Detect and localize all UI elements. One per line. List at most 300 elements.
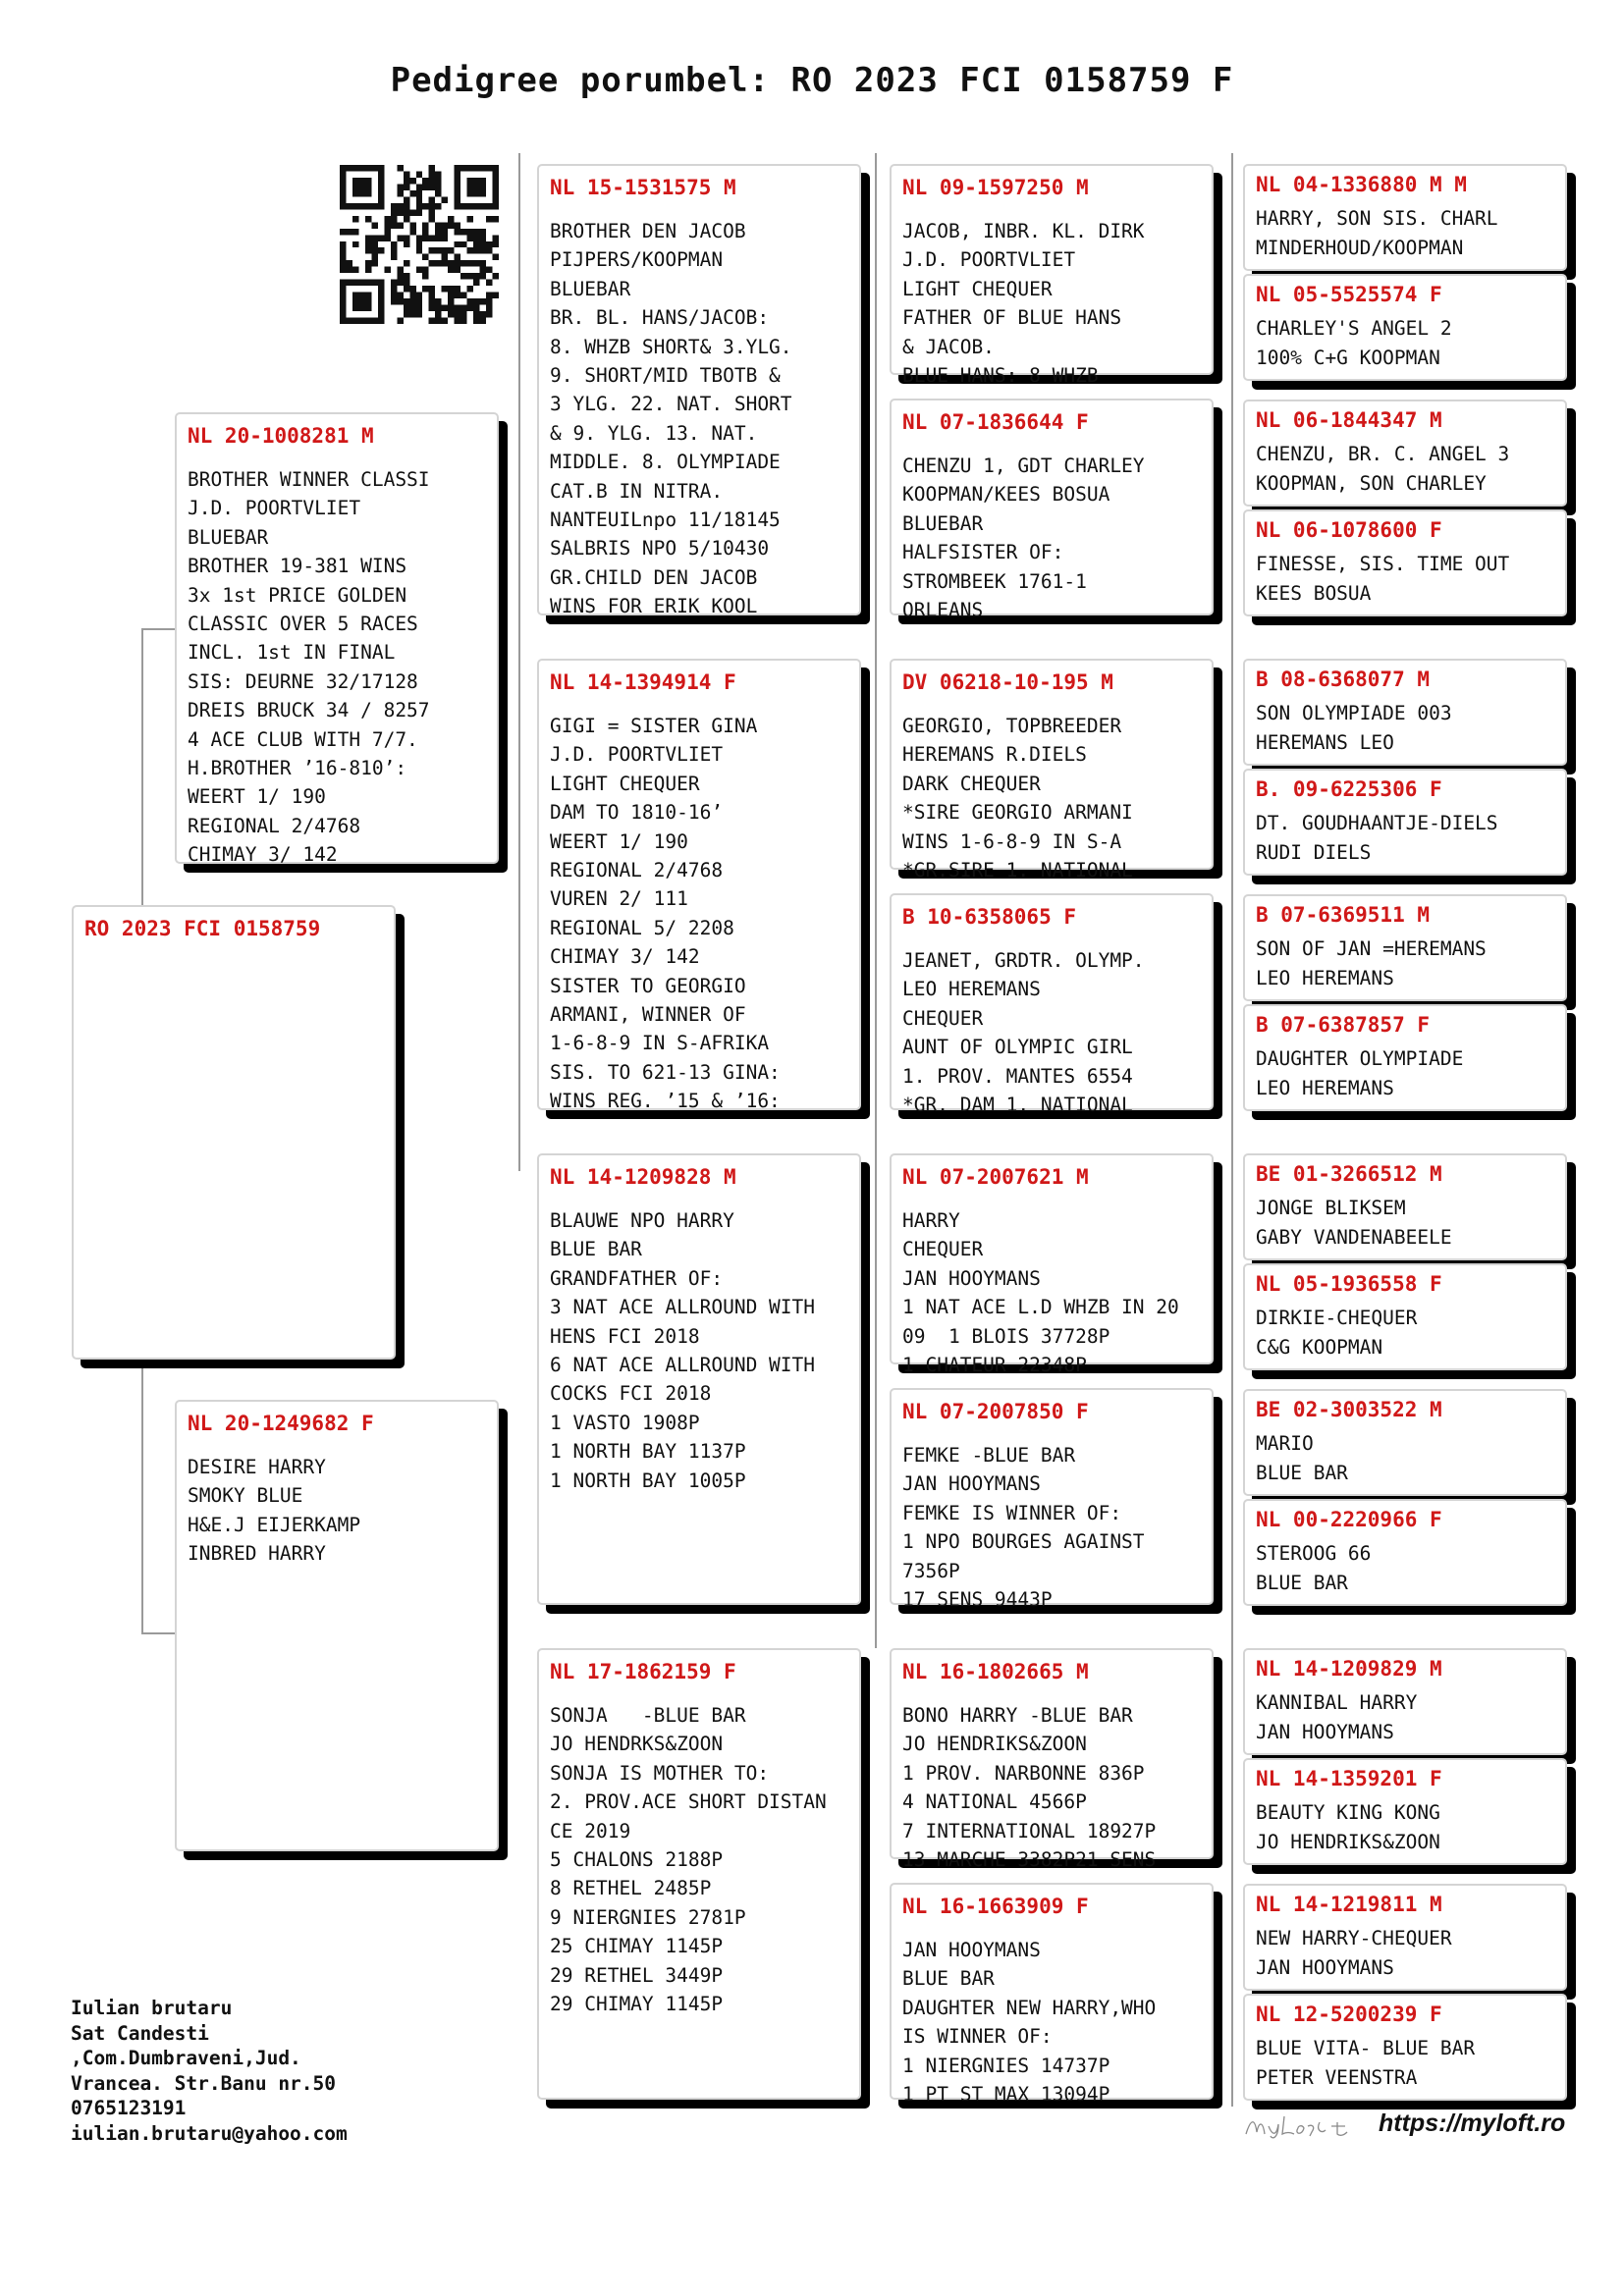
pigeon-details: BROTHER DEN JACOB PIJPERS/KOOPMAN BLUEBAR BR. BL. HANS/JACOB: 8. WHZB SHORT& 3.YLG. 9. SHORT/MID TBOTB & 3 YLG. 22. NAT. SHORT & 9. YLG. 13. NAT. MIDDLE. 8. OLYMPIADE CAT.B IN NITRA. NANTEUILnpo 11/18145 SALBRIS NPO 5/10430 GR.CHILD DEN JACOB WINS FOR ERIK KOOL xyxy=(550,220,792,618)
pigeon-details: BEAUTY KING KONG JO HENDRIKS&ZOON xyxy=(1256,1801,1440,1853)
qr-module xyxy=(422,273,428,279)
qr-module xyxy=(384,267,390,273)
owner-phone: 0765123191 xyxy=(71,2097,187,2119)
pigeon-details: DIRKIE-CHEQUER C&G KOOPMAN xyxy=(1256,1307,1418,1359)
great-great-grandparent-card[interactable] xyxy=(1243,274,1567,381)
great-grandparent-card[interactable] xyxy=(890,1388,1214,1612)
qr-module xyxy=(404,280,409,286)
qr-module xyxy=(448,311,454,317)
qr-module xyxy=(409,311,415,317)
qr-module xyxy=(455,267,460,273)
pigeon-details: MARIO BLUE BAR xyxy=(1256,1432,1348,1484)
great-great-grandparent-card[interactable] xyxy=(1243,1758,1567,1865)
great-grandparent-card[interactable] xyxy=(890,1153,1214,1377)
qr-module xyxy=(404,216,409,222)
qr-module xyxy=(442,254,448,260)
qr-module xyxy=(371,222,377,228)
qr-module xyxy=(340,229,346,235)
qr-module xyxy=(416,196,422,202)
qr-module xyxy=(404,235,409,240)
qr-module xyxy=(473,241,479,247)
ring-number: DV 06218-10-195 M xyxy=(902,670,1113,694)
qr-module xyxy=(493,254,499,260)
qr-module xyxy=(404,286,409,292)
grandparent-card[interactable] xyxy=(537,164,861,618)
qr-module xyxy=(340,254,346,260)
qr-module xyxy=(416,235,422,240)
qr-module xyxy=(460,305,466,311)
pigeon-details: BROTHER WINNER CLASSI J.D. POORTVLIET BLUEBAR BROTHER 19-381 WINS 3x 1st PRICE GOLDEN CLASSIC OVER 5 RACES INCL. 1st IN FINAL SIS: DEURNE 32/17128 DREIS BRUCK 34 / 8257 4 ACE CLUB WITH 7/7. H.BROTHER ’16-810’: WEERT 1/ 190 REGIONAL 2/4768 CHIMAY 3/ 142 xyxy=(188,468,430,867)
qr-module xyxy=(435,311,441,317)
qr-module xyxy=(480,241,486,247)
qr-module xyxy=(340,260,346,266)
owner-address: ,Com.Dumbraveni,Jud. xyxy=(71,2047,301,2069)
qr-module xyxy=(371,247,377,253)
qr-module xyxy=(455,305,460,311)
qr-module xyxy=(371,260,377,266)
qr-module xyxy=(404,178,409,184)
qr-module xyxy=(429,286,435,292)
qr-module xyxy=(397,222,403,228)
qr-module xyxy=(416,293,422,298)
owner-name: Iulian brutaru xyxy=(71,1997,233,2019)
qr-module xyxy=(435,247,441,253)
qr-module xyxy=(416,241,422,247)
great-grandparent-card[interactable] xyxy=(890,399,1214,622)
ring-number: NL 09-1597250 M xyxy=(902,176,1089,199)
qr-module xyxy=(448,260,454,266)
qr-module xyxy=(404,260,409,266)
qr-module xyxy=(467,260,473,266)
qr-module xyxy=(404,203,409,209)
ring-number: NL 05-5525574 F xyxy=(1256,283,1442,306)
great-great-grandparent-card[interactable] xyxy=(1243,894,1567,1001)
qr-module xyxy=(365,241,371,247)
qr-module xyxy=(416,298,422,304)
pigeon-details: DESIRE HARRY SMOKY BLUE H&E.J EIJERKAMP INBRED HARRY xyxy=(188,1456,361,1566)
qr-module xyxy=(455,229,460,235)
qr-module xyxy=(480,235,486,240)
qr-module xyxy=(480,247,486,253)
qr-module xyxy=(493,235,499,240)
great-great-grandparent-card[interactable] xyxy=(1243,659,1567,766)
qr-module xyxy=(486,247,492,253)
pigeon-details: SONJA -BLUE BAR JO HENDRKS&ZOON SONJA IS MOTHER TO: 2. PROV.ACE SHORT DISTAN CE 2019 5 CHALONS 2188P 8 RETHEL 2485P 9 NIERGNIES 2781P 25 CHIMAY 1145P 29 RETHEL 3449P 29 CHIMAY 1145P xyxy=(550,1704,827,2016)
qr-module xyxy=(442,305,448,311)
qr-module xyxy=(455,293,460,298)
qr-module xyxy=(486,305,492,311)
qr-module xyxy=(448,247,454,253)
qr-module xyxy=(391,216,397,222)
qr-module xyxy=(493,216,499,222)
qr-module xyxy=(455,318,460,324)
qr-module xyxy=(422,222,428,228)
ring-number: NL 20-1008281 M xyxy=(188,424,374,448)
qr-module xyxy=(480,311,486,317)
qr-module xyxy=(371,235,377,240)
great-great-grandparent-card[interactable] xyxy=(1243,1499,1567,1606)
qr-module xyxy=(460,311,466,317)
qr-module xyxy=(365,267,371,273)
qr-module xyxy=(416,203,422,209)
qr-module xyxy=(429,196,435,202)
qr-module xyxy=(404,298,409,304)
qr-module xyxy=(467,235,473,240)
subject-card[interactable] xyxy=(72,905,396,1360)
qr-module xyxy=(473,247,479,253)
great-great-grandparent-card[interactable] xyxy=(1243,1263,1567,1370)
qr-module xyxy=(397,203,403,209)
great-great-grandparent-card[interactable] xyxy=(1243,164,1567,271)
qr-module xyxy=(422,267,428,273)
qr-module xyxy=(416,247,422,253)
qr-module xyxy=(429,298,435,304)
qr-module xyxy=(486,311,492,317)
qr-module xyxy=(416,311,422,317)
ring-number: NL 15-1531575 M xyxy=(550,176,736,199)
great-grandparent-card[interactable] xyxy=(890,1883,1214,2107)
qr-module xyxy=(429,260,435,266)
qr-module xyxy=(455,286,460,292)
qr-module xyxy=(486,298,492,304)
qr-module xyxy=(480,273,486,279)
qr-module xyxy=(435,260,441,266)
qr-module xyxy=(486,216,492,222)
qr-module xyxy=(435,222,441,228)
ring-number: RO 2023 FCI 0158759 xyxy=(84,917,321,940)
qr-module xyxy=(422,184,428,189)
pigeon-details: SON OF JAN =HEREMANS LEO HEREMANS xyxy=(1256,937,1487,989)
qr-module xyxy=(340,241,346,247)
ring-number: B 10-6358065 F xyxy=(902,905,1077,929)
qr-module xyxy=(442,286,448,292)
qr-module xyxy=(409,229,415,235)
qr-module xyxy=(391,254,397,260)
qr-module xyxy=(448,216,454,222)
qr-module xyxy=(404,171,409,177)
qr-module xyxy=(435,305,441,311)
qr-module xyxy=(473,260,479,266)
grandparent-card[interactable] xyxy=(537,1648,861,2100)
qr-module xyxy=(384,216,390,222)
connector-line xyxy=(1231,153,1233,2107)
pigeon-details: CHENZU 1, GDT CHARLEY KOOPMAN/KEES BOSUA BLUEBAR HALFSISTER OF: STROMBEEK 1761-1 ORLEANS xyxy=(902,454,1145,622)
qr-module xyxy=(391,293,397,298)
pigeon-details: JONGE BLIKSEM GABY VANDENABEELE xyxy=(1256,1197,1452,1249)
qr-module xyxy=(340,267,346,273)
great-great-grandparent-card[interactable] xyxy=(1243,400,1567,507)
qr-module xyxy=(378,247,384,253)
great-great-grandparent-card[interactable] xyxy=(1243,1389,1567,1496)
qr-module xyxy=(460,293,466,298)
qr-module xyxy=(460,318,466,324)
great-great-grandparent-card[interactable] xyxy=(1243,509,1567,616)
qr-module xyxy=(422,178,428,184)
qr-module xyxy=(371,254,377,260)
ring-number: NL 06-1844347 M xyxy=(1256,408,1442,432)
qr-module xyxy=(486,267,492,273)
ring-number: NL 07-1836644 F xyxy=(902,410,1089,434)
qr-module xyxy=(397,165,403,171)
qr-module xyxy=(391,222,397,228)
grandparent-card[interactable] xyxy=(537,659,861,1113)
qr-module xyxy=(435,171,441,177)
qr-module xyxy=(455,254,460,260)
ring-number: NL 16-1663909 F xyxy=(902,1895,1089,1918)
qr-module xyxy=(422,235,428,240)
qr-module xyxy=(442,196,448,202)
qr-module xyxy=(467,298,473,304)
ring-number: NL 06-1078600 F xyxy=(1256,518,1442,542)
qr-module xyxy=(448,286,454,292)
connector-line xyxy=(141,628,175,630)
qr-module xyxy=(397,293,403,298)
qr-module xyxy=(467,286,473,292)
qr-module xyxy=(416,209,422,215)
qr-module xyxy=(467,305,473,311)
qr-module xyxy=(448,298,454,304)
qr-module xyxy=(480,229,486,235)
qr-module xyxy=(365,260,371,266)
signature-logo xyxy=(1243,2112,1353,2142)
qr-module xyxy=(409,178,415,184)
qr-module xyxy=(391,298,397,304)
sire-card[interactable] xyxy=(175,412,499,867)
qr-module xyxy=(352,267,358,273)
qr-module xyxy=(404,311,409,317)
qr-module xyxy=(416,305,422,311)
qr-module xyxy=(429,293,435,298)
qr-module xyxy=(365,235,371,240)
qr-module xyxy=(346,260,352,266)
qr-module xyxy=(473,298,479,304)
qr-module xyxy=(352,241,358,247)
pigeon-details: BONO HARRY -BLUE BAR JO HENDRIKS&ZOON 1 PROV. NARBONNE 836P 4 NATIONAL 4566P 7 INTERNATIONAL 18927P 13 MARCHE 3382P21 SENS xyxy=(902,1704,1157,1872)
qr-module xyxy=(404,196,409,202)
qr-module xyxy=(397,190,403,196)
qr-module xyxy=(442,318,448,324)
qr-module xyxy=(397,273,403,279)
qr-module xyxy=(391,247,397,253)
qr-module xyxy=(442,260,448,266)
ring-number: NL 04-1336880 M M xyxy=(1256,173,1467,196)
pigeon-details: SON OLYMPIADE 003 HEREMANS LEO xyxy=(1256,702,1452,754)
owner-info xyxy=(71,1996,348,2146)
ring-number: NL 12-5200239 F xyxy=(1256,2002,1442,2026)
qr-module xyxy=(486,241,492,247)
great-great-grandparent-card[interactable] xyxy=(1243,769,1567,876)
qr-module xyxy=(448,293,454,298)
qr-module xyxy=(422,286,428,292)
qr-module xyxy=(397,280,403,286)
ring-number: NL 14-1359201 F xyxy=(1256,1767,1442,1790)
great-great-grandparent-card[interactable] xyxy=(1243,1884,1567,1991)
pigeon-details: HARRY, SON SIS. CHARL MINDERHOUD/KOOPMAN xyxy=(1256,207,1498,259)
qr-module xyxy=(397,184,403,189)
owner-email[interactable]: iulian.brutaru@yahoo.com xyxy=(71,2121,348,2145)
great-grandparent-card[interactable] xyxy=(890,1648,1214,1872)
qr-module xyxy=(442,235,448,240)
qr-module xyxy=(409,222,415,228)
qr-module xyxy=(429,318,435,324)
qr-module xyxy=(486,293,492,298)
qr-module xyxy=(429,165,435,171)
pigeon-details: JACOB, INBR. KL. DIRK J.D. POORTVLIET LIGHT CHEQUER FATHER OF BLUE HANS & JACOB. BLUE HANS: 8 WHZB xyxy=(902,220,1145,388)
qr-module xyxy=(416,184,422,189)
qr-module xyxy=(467,247,473,253)
great-great-grandparent-card[interactable] xyxy=(1243,1153,1567,1260)
pigeon-details: CHARLEY'S ANGEL 2 100% C+G KOOPMAN xyxy=(1256,317,1452,369)
qr-module xyxy=(365,216,371,222)
qr-module xyxy=(442,247,448,253)
pigeon-details: FINESSE, SIS. TIME OUT KEES BOSUA xyxy=(1256,553,1510,605)
pigeon-details: GIGI = SISTER GINA J.D. POORTVLIET LIGHT CHEQUER DAM TO 1810-16’ WEERT 1/ 190 REGIONAL 2/4768 VUREN 2/ 111 REGIONAL 5/ 2208 CHIMAY 3/ 142 SISTER TO GEORGIO ARMANI, WINNER OF 1-6-8-9 IN S-AFRIKA SIS. TO 621-13 GINA: WINS REG. ’15 & ’16: xyxy=(550,715,781,1113)
ring-number: B 08-6368077 M xyxy=(1256,667,1431,691)
pigeon-details xyxy=(74,940,394,958)
qr-module xyxy=(442,222,448,228)
great-great-grandparent-card[interactable] xyxy=(1243,1994,1567,2101)
qr-module xyxy=(435,178,441,184)
ring-number: NL 14-1209828 M xyxy=(550,1165,736,1189)
dam-card[interactable] xyxy=(175,1400,499,1851)
qr-module xyxy=(429,178,435,184)
ring-number: NL 16-1802665 M xyxy=(902,1660,1089,1683)
pigeon-details: JAN HOOYMANS BLUE BAR DAUGHTER NEW HARRY,WHO IS WINNER OF: 1 NIERGNIES 14737P 1 PT ST MAX 13094P xyxy=(902,1939,1157,2107)
qr-module xyxy=(365,247,371,253)
qr-module xyxy=(429,203,435,209)
pigeon-details: CHENZU, BR. C. ANGEL 3 KOOPMAN, SON CHARLEY xyxy=(1256,443,1510,495)
qr-module xyxy=(455,311,460,317)
qr-code-icon xyxy=(340,165,499,324)
qr-module xyxy=(409,305,415,311)
pigeon-details: JEANET, GRDTR. OLYMP. LEO HEREMANS CHEQUER AUNT OF OLYMPIC GIRL 1. PROV. MANTES 6554 *GR. DAM 1. NATIONAL xyxy=(902,949,1145,1117)
qr-module xyxy=(391,286,397,292)
grandparent-card[interactable] xyxy=(537,1153,861,1605)
qr-module xyxy=(409,293,415,298)
qr-module xyxy=(493,273,499,279)
qr-module xyxy=(409,298,415,304)
qr-module xyxy=(448,305,454,311)
qr-module xyxy=(467,216,473,222)
qr-module xyxy=(391,241,397,247)
qr-module xyxy=(404,241,409,247)
pigeon-details: DT. GOUDHAANTJE-DIELS RUDI DIELS xyxy=(1256,812,1498,864)
qr-module xyxy=(473,305,479,311)
great-great-grandparent-card[interactable] xyxy=(1243,1004,1567,1111)
qr-module xyxy=(352,229,358,235)
pigeon-details: GEORGIO, TOPBREEDER HEREMANS R.DIELS DARK CHEQUER *SIRE GEORGIO ARMANI WINS 1-6-8-9 IN S-A *GR.SIRE 1. NATIONAL xyxy=(902,715,1133,882)
qr-module xyxy=(442,229,448,235)
qr-module xyxy=(422,229,428,235)
qr-module xyxy=(460,260,466,266)
ring-number: NL 05-1936558 F xyxy=(1256,1272,1442,1296)
qr-module xyxy=(455,241,460,247)
ring-number: B. 09-6225306 F xyxy=(1256,777,1442,801)
qr-module xyxy=(429,209,435,215)
pigeon-details: BLAUWE NPO HARRY BLUE BAR GRANDFATHER OF: 3 NAT ACE ALLROUND WITH HENS FCI 2018 6 NAT ACE ALLROUND WITH COCKS FCI 2018 1 VASTO 1908P 1 NORTH BAY 1137P 1 NORTH BAY 1005P xyxy=(550,1209,816,1492)
qr-module xyxy=(384,222,390,228)
qr-module xyxy=(467,229,473,235)
qr-module xyxy=(378,235,384,240)
qr-module xyxy=(455,222,460,228)
qr-module xyxy=(473,235,479,240)
great-grandparent-card[interactable] xyxy=(890,164,1214,388)
owner-address: Sat Candesti xyxy=(71,2021,209,2045)
qr-module xyxy=(435,318,441,324)
ring-number: NL 14-1394914 F xyxy=(550,670,736,694)
ring-number: BE 02-3003522 M xyxy=(1256,1398,1442,1421)
qr-module xyxy=(340,247,346,253)
qr-module xyxy=(409,286,415,292)
qr-module xyxy=(371,241,377,247)
ring-number: NL 14-1219811 M xyxy=(1256,1893,1442,1916)
qr-module xyxy=(473,273,479,279)
pigeon-details: BLUE VITA- BLUE BAR PETER VEENSTRA xyxy=(1256,2037,1476,2089)
qr-module xyxy=(460,229,466,235)
qr-module xyxy=(397,298,403,304)
qr-module xyxy=(435,184,441,189)
qr-module xyxy=(404,305,409,311)
qr-module xyxy=(448,222,454,228)
qr-module xyxy=(429,216,435,222)
qr-module xyxy=(391,280,397,286)
qr-module xyxy=(422,254,428,260)
connector-line xyxy=(141,1632,175,1634)
connector-line xyxy=(518,153,520,1171)
ring-number: B 07-6369511 M xyxy=(1256,903,1431,927)
qr-module xyxy=(473,229,479,235)
pigeon-details: NEW HARRY-CHEQUER JAN HOOYMANS xyxy=(1256,1927,1452,1979)
pigeon-details: HARRY CHEQUER JAN HOOYMANS 1 NAT ACE L.D WHZB IN 20 09 1 BLOIS 37728P 1 CHATEUR 22348P xyxy=(902,1209,1179,1377)
great-grandparent-card[interactable] xyxy=(890,659,1214,882)
qr-module xyxy=(391,209,397,215)
qr-module xyxy=(384,229,390,235)
connector-line xyxy=(875,153,877,1648)
qr-module xyxy=(416,267,422,273)
website-link[interactable]: https://myloft.ro xyxy=(1379,2109,1566,2137)
ring-number: NL 20-1249682 F xyxy=(188,1412,374,1435)
ring-number: NL 00-2220966 F xyxy=(1256,1508,1442,1531)
pigeon-details: STEROOG 66 BLUE BAR xyxy=(1256,1542,1372,1594)
qr-module xyxy=(493,293,499,298)
ring-number: NL 07-2007850 F xyxy=(902,1400,1089,1423)
qr-module xyxy=(480,267,486,273)
great-grandparent-card[interactable] xyxy=(890,893,1214,1117)
pigeon-details: KANNIBAL HARRY JAN HOOYMANS xyxy=(1256,1691,1418,1743)
qr-module xyxy=(460,273,466,279)
qr-module xyxy=(448,267,454,273)
qr-module xyxy=(480,298,486,304)
qr-module xyxy=(409,190,415,196)
qr-module xyxy=(429,184,435,189)
qr-module xyxy=(467,273,473,279)
ring-number: NL 07-2007621 M xyxy=(902,1165,1089,1189)
qr-module xyxy=(422,203,428,209)
great-great-grandparent-card[interactable] xyxy=(1243,1648,1567,1755)
qr-module xyxy=(397,318,403,324)
qr-module xyxy=(493,241,499,247)
page-title: Pedigree porumbel: RO 2023 FCI 0158759 F xyxy=(390,61,1234,100)
qr-module xyxy=(473,318,479,324)
ring-number: BE 01-3266512 M xyxy=(1256,1162,1442,1186)
qr-module xyxy=(429,235,435,240)
qr-module xyxy=(435,203,441,209)
qr-module xyxy=(404,209,409,215)
qr-module xyxy=(397,209,403,215)
qr-module xyxy=(460,241,466,247)
ring-number: NL 17-1862159 F xyxy=(550,1660,736,1683)
qr-module xyxy=(384,235,390,240)
